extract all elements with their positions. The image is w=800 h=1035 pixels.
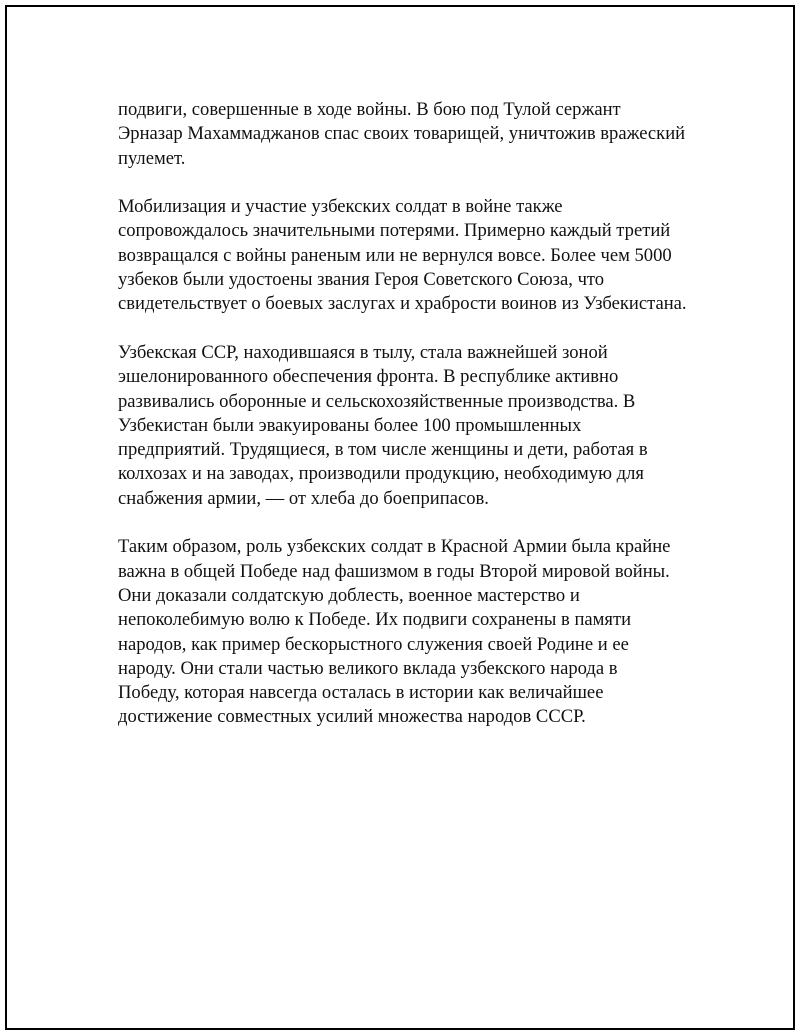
text-line: Таким образом, роль узбекских солдат в Красной Армии была крайне	[118, 536, 671, 558]
page-frame	[5, 5, 795, 1030]
text-line: Узбекистан были эвакуированы более 100 промышленных	[118, 414, 582, 436]
text-line: народу. Они стали частью великого вклада узбекского народа в	[118, 657, 618, 679]
text-line: достижение совместных усилий множества народов СССР.	[118, 706, 586, 728]
text-line: пулемет.	[118, 147, 186, 169]
text-line: подвиги, совершенные в ходе войны. В бою под Тулой сержант	[118, 99, 621, 120]
text-line: колхозах и на заводах, производили продукцию, необходимую для	[118, 463, 644, 485]
text-line: Эрназар Махаммаджанов спас своих товарищей, уничтожив вражеский	[118, 123, 686, 145]
paragraph-1	[118, 98, 698, 171]
text-line: непоколебимую волю к Победе. Их подвиги сохранены в памяти	[118, 609, 632, 631]
text-line: Победу, которая навсегда осталась в истории как величайшее	[118, 682, 604, 704]
text-line: развивались оборонные и сельскохозяйственные производства. В	[118, 390, 636, 412]
text-line: Узбекская ССР, находившаяся в тылу, стала важнейшей зоной	[118, 341, 608, 363]
text-line: Мобилизация и участие узбекских солдат в войне также	[118, 196, 563, 218]
document-body	[118, 98, 698, 754]
text-line: сопровождалось значительными потерями. Примерно каждый третий	[118, 220, 671, 242]
text-line: народов, как пример бескорыстного служения своей Родине и ее	[118, 633, 629, 655]
text-line: снабжения армии, — от хлеба до боеприпасов.	[118, 487, 489, 509]
text-line: узбеков были удостоены звания Героя Советского Союза, что	[118, 269, 605, 291]
paragraph-3	[118, 341, 698, 511]
text-line: свидетельствует о боевых заслугах и храбрости воинов из Узбекистана.	[118, 293, 687, 315]
text-line: важна в общей Победе над фашизмом в годы Второй мировой войны.	[118, 560, 670, 582]
text-line: предприятий. Трудящиеся, в том числе женщины и дети, работая в	[118, 439, 648, 461]
text-line: эшелонированного обеспечения фронта. В республике активно	[118, 366, 619, 388]
paragraph-2	[118, 195, 698, 316]
text-line: возвращался с войны раненым или не вернулся вовсе. Более чем 5000	[118, 244, 672, 266]
text-line: Они доказали солдатскую доблесть, военное мастерство и	[118, 584, 580, 606]
paragraph-4	[118, 535, 698, 729]
